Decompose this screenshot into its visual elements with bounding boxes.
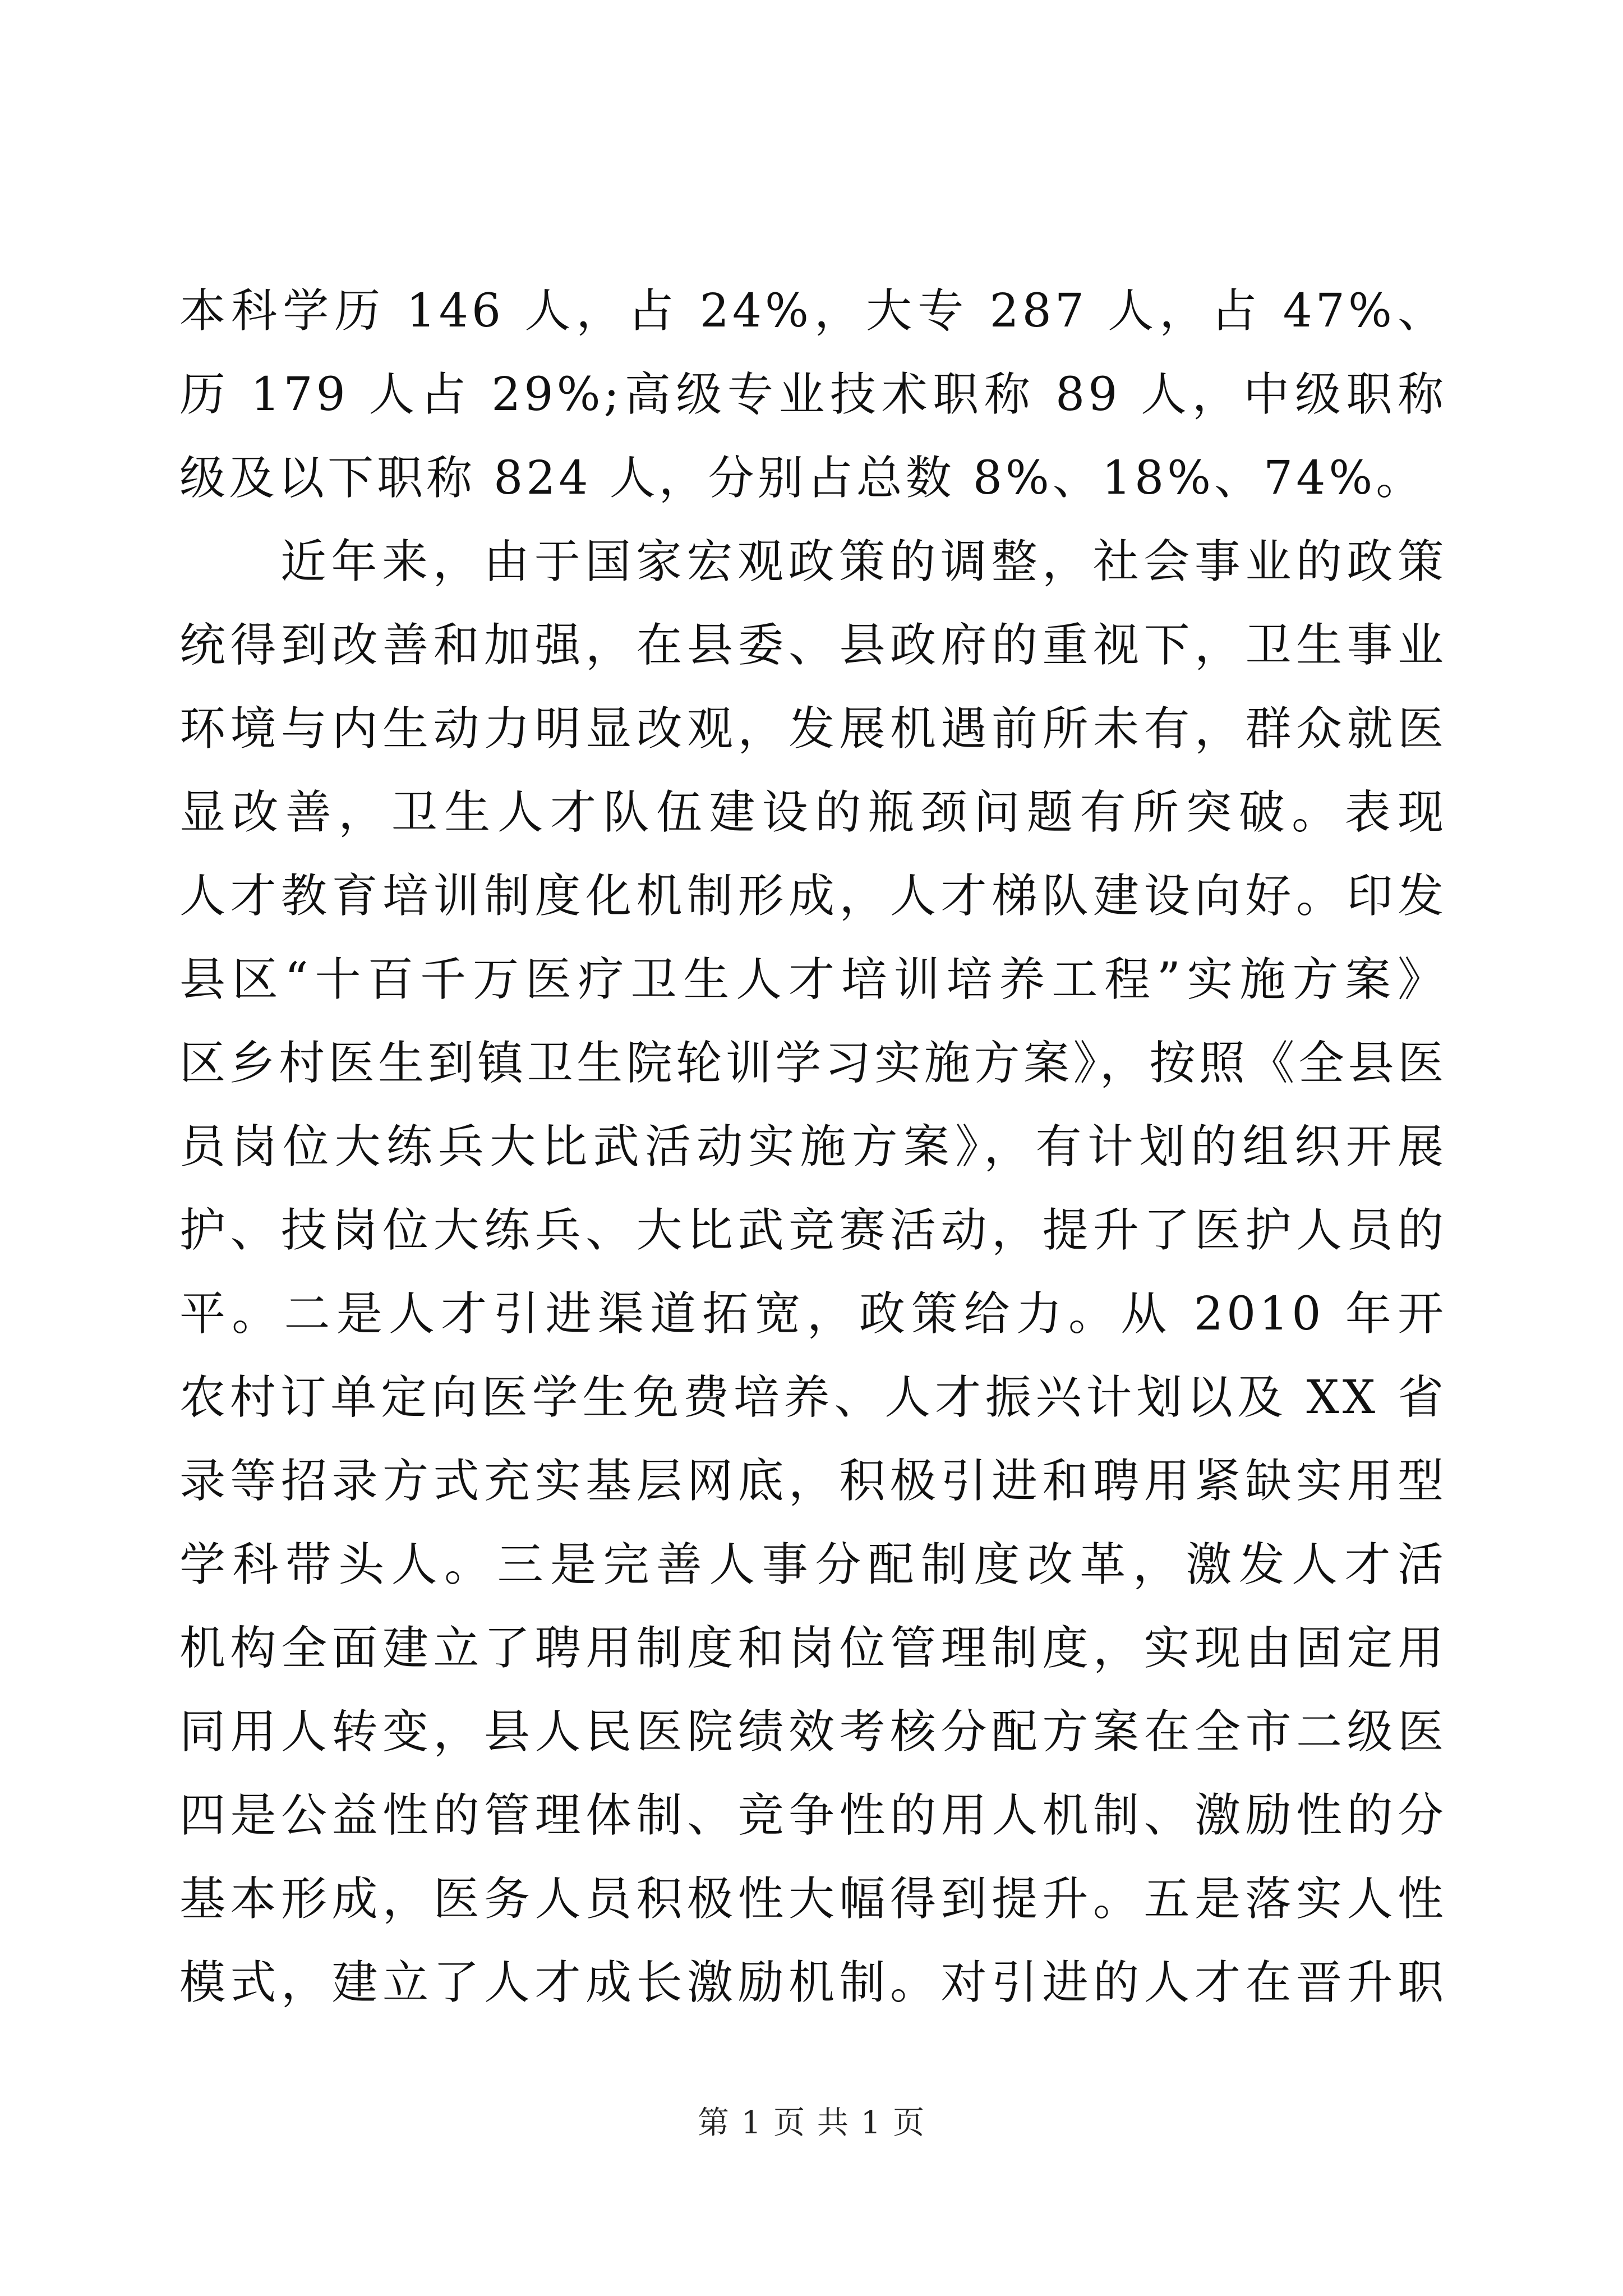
- text-line: 区乡村医生到镇卫生院轮训学习实施方案》，按照《全县医: [179, 1037, 1447, 1090]
- text-line: 学科带头人。三是完善人事分配制度改革，激发人才活: [179, 1538, 1447, 1591]
- text-line: 环境与内生动力明显改观，发展机遇前所未有，群众就医: [179, 702, 1447, 756]
- text-line: 人才教育培训制度化机制形成，人才梯队建设向好。印发: [179, 869, 1447, 923]
- text-line: 机构全面建立了聘用制度和岗位管理制度，实现由固定用: [179, 1622, 1447, 1675]
- text-line: 农村订单定向医学生免费培养、人才振兴计划以及 XX 省: [179, 1371, 1447, 1424]
- page-footer: 第 1 页 共 1 页: [697, 2105, 926, 2141]
- text-line: 基本形成，医务人员积极性大幅得到提升。五是落实人性: [179, 1872, 1447, 1926]
- text-line: 近年来，由于国家宏观政策的调整，社会事业的政策: [280, 535, 1447, 588]
- text-line: 平。二是人才引进渠道拓宽，政策给力。从 2010 年开: [179, 1287, 1447, 1341]
- text-line: 四是公益性的管理体制、竞争性的用人机制、激励性的分: [179, 1789, 1447, 1842]
- text-line: 县区“十百千万医疗卫生人才培训培养工程”实施方案》: [179, 953, 1447, 1006]
- text-line: 级及以下职称 824 人，分别占总数 8%、18%、74%。: [179, 452, 1426, 505]
- text-line: 历 179 人占 29%;高级专业技术职称 89 人，中级职称: [179, 368, 1447, 421]
- text-line: 员岗位大练兵大比武活动实施方案》，有计划的组织开展: [179, 1120, 1447, 1174]
- body-text: [179, 269, 1447, 2024]
- text-line: 录等招录方式充实基层网底，积极引进和聘用紧缺实用型: [179, 1455, 1447, 1508]
- text-line: 统得到改善和加强，在县委、县政府的重视下，卫生事业: [179, 619, 1447, 672]
- text-line: 本科学历 146 人，占 24%，大专 287 人，占 47%、: [179, 284, 1447, 338]
- text-line: 护、技岗位大练兵、大比武竞赛活动，提升了医护人员的: [179, 1204, 1447, 1257]
- text-line: 显改善，卫生人才队伍建设的瓶颈问题有所突破。表现: [179, 786, 1447, 839]
- text-line: 同用人转变，县人民医院绩效考核分配方案在全市二级医: [179, 1705, 1447, 1759]
- text-line: 模式，建立了人才成长激励机制。对引进的人才在晋升职: [179, 1956, 1447, 2009]
